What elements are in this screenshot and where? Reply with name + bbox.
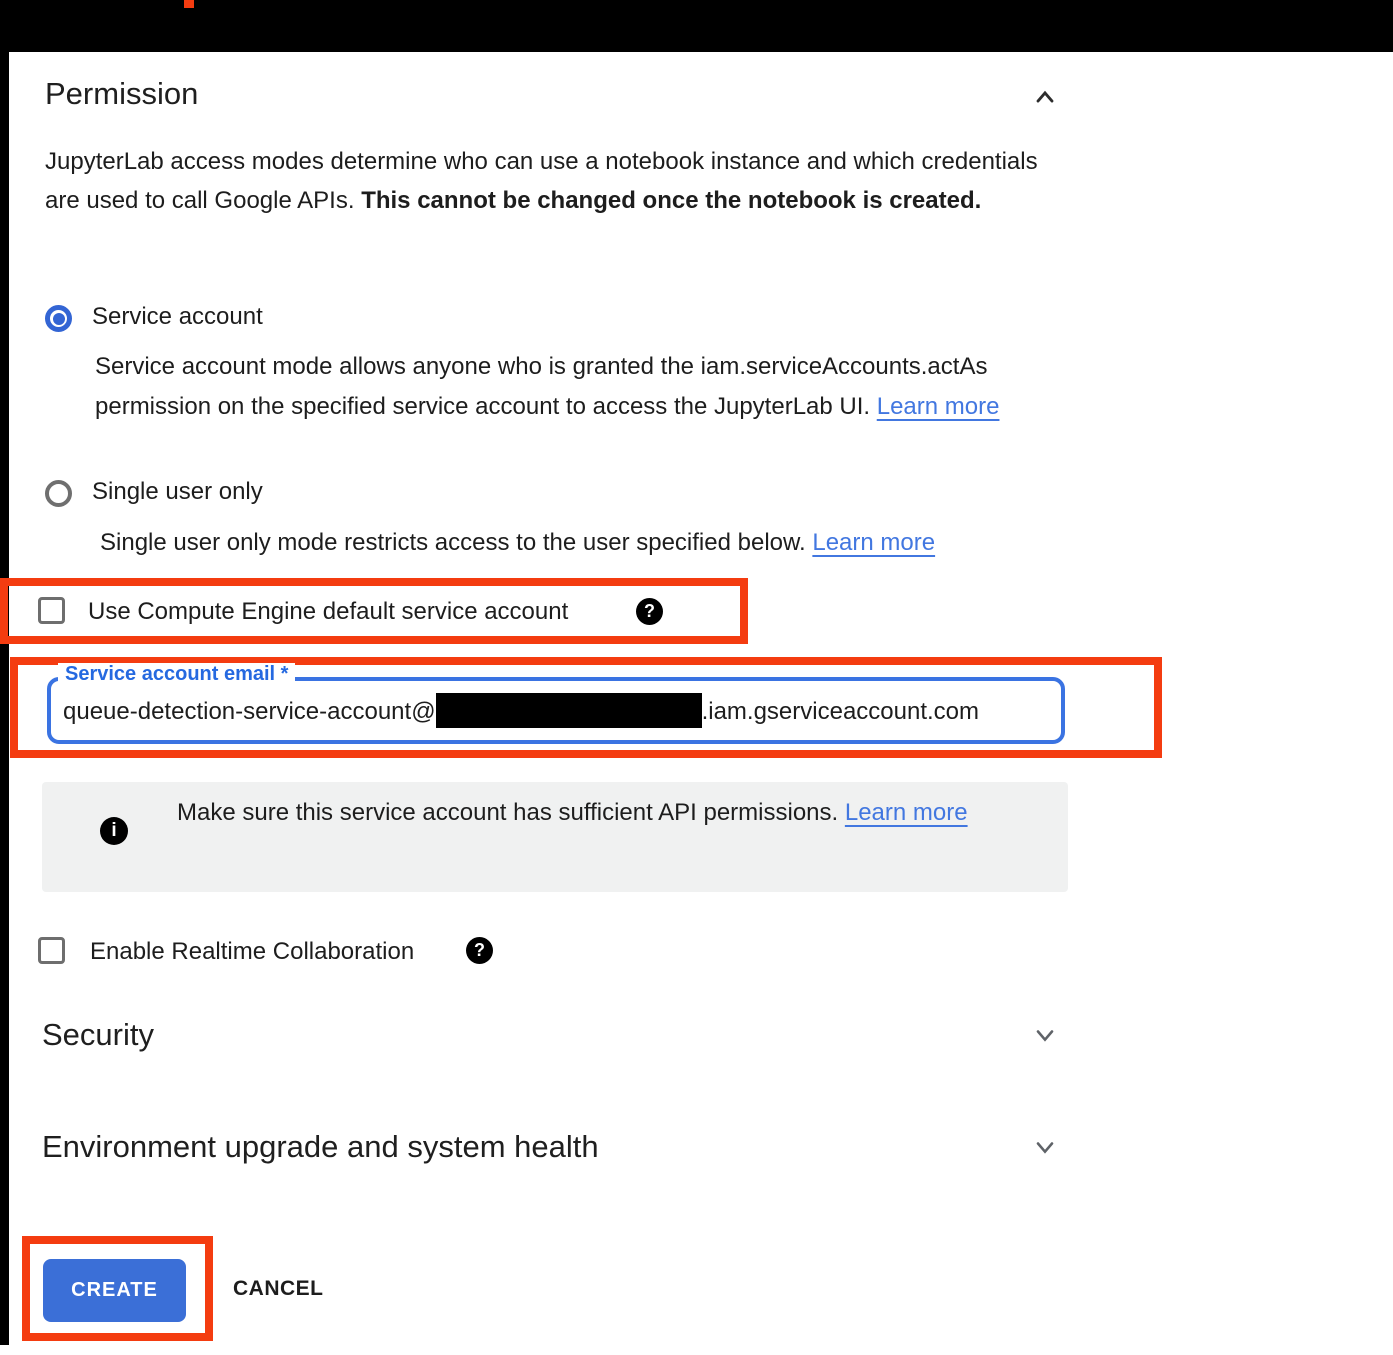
chevron-down-icon (1028, 1021, 1064, 1049)
info-banner-learn-more-link[interactable]: Learn more (844, 799, 968, 826)
single-user-radio-description (100, 523, 1100, 563)
compute-engine-checkbox[interactable] (38, 597, 65, 624)
realtime-collaboration-checkbox[interactable] (38, 937, 65, 964)
left-black-bar (0, 0, 9, 1345)
cancel-button[interactable]: CANCEL (233, 1277, 324, 1300)
redaction-bar (436, 693, 702, 728)
environment-expand-button[interactable] (1028, 1132, 1064, 1162)
environment-section-title: Environment upgrade and system health (42, 1129, 599, 1164)
realtime-collaboration-checkbox-label[interactable]: Enable Realtime Collaboration (90, 938, 415, 965)
info-banner-space (838, 799, 845, 826)
permission-description-text: JupyterLab access modes determine who can use a notebook instance and which credentials are used to call Google APIs. (45, 148, 1038, 214)
service-account-email-input[interactable] (47, 677, 1065, 744)
permission-description (45, 142, 1050, 220)
email-value-prefix: queue-detection-service-account@ (63, 698, 436, 725)
compute-engine-help-icon[interactable]: ? (636, 598, 663, 625)
security-section-title: Security (42, 1017, 154, 1052)
chevron-up-icon (1028, 83, 1064, 111)
permission-section-title: Permission (45, 76, 199, 111)
radio-selected-dot (53, 313, 65, 325)
single-user-radio[interactable] (45, 480, 72, 507)
permission-description-bold-text: This cannot be changed once the notebook is created. (361, 187, 982, 214)
single-user-description-text: Single user only mode restricts access to the user specified below. (100, 529, 813, 556)
single-user-radio-label[interactable]: Single user only (92, 478, 263, 505)
annotation-fragment-top (184, 0, 194, 8)
realtime-collaboration-help-icon[interactable]: ? (466, 937, 493, 964)
service-account-email-value (63, 693, 979, 728)
compute-engine-checkbox-label[interactable]: Use Compute Engine default service account (88, 598, 569, 625)
service-account-radio[interactable] (45, 305, 72, 332)
info-banner-text (177, 792, 1012, 833)
info-icon: i (100, 817, 128, 845)
service-account-description-text: Service account mode allows anyone who is granted the iam.serviceAccounts.actAs permission on the specified service account to access the JupyterLab UI. (95, 353, 988, 420)
permission-collapse-button[interactable] (1028, 82, 1064, 112)
security-expand-button[interactable] (1028, 1020, 1064, 1050)
single-user-learn-more-link[interactable]: Learn more (812, 529, 936, 556)
service-account-email-label: Service account email * (58, 663, 295, 686)
email-value-suffix: .iam.gserviceaccount.com (701, 698, 980, 725)
service-account-learn-more-link[interactable]: Learn more (876, 393, 1000, 420)
service-account-radio-description (95, 347, 1080, 427)
create-button[interactable]: CREATE (43, 1259, 186, 1322)
info-banner-message: Make sure this service account has sufficient API permissions. (177, 799, 839, 826)
service-account-radio-label[interactable]: Service account (92, 303, 263, 330)
top-black-bar (0, 0, 1393, 52)
chevron-down-icon (1028, 1133, 1064, 1161)
